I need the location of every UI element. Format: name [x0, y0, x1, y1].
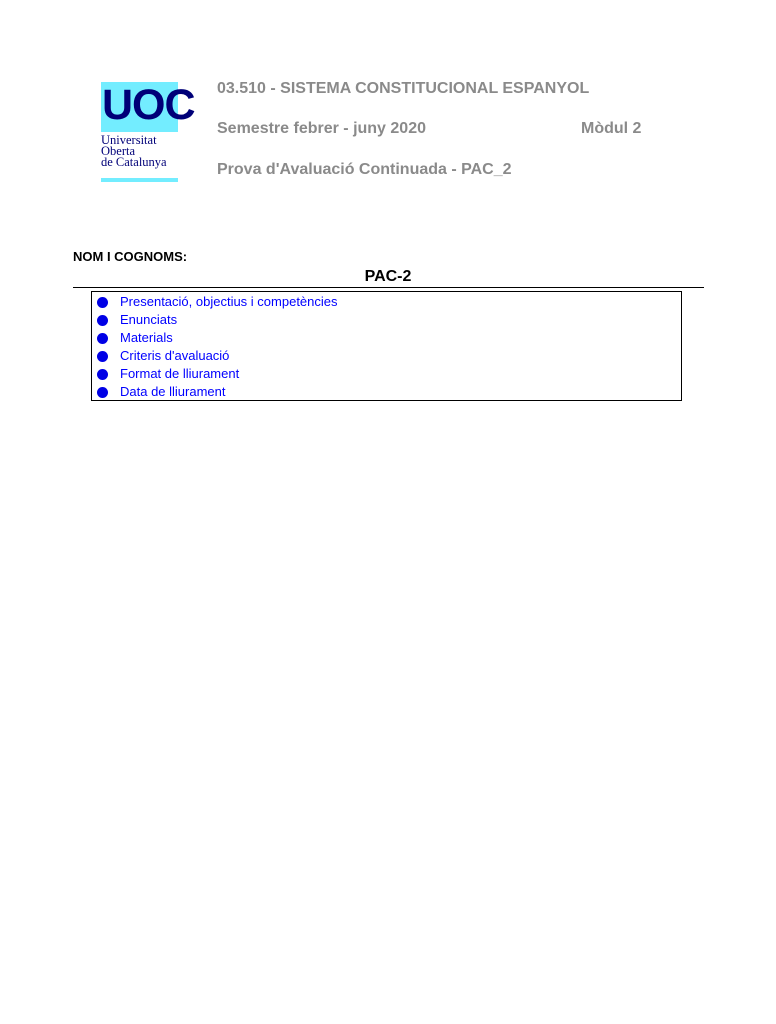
- toc-list: [92, 292, 681, 401]
- bullet-icon: [97, 315, 108, 326]
- uoc-logo: [100, 81, 195, 184]
- toc-link-label[interactable]: Enunciats: [120, 312, 178, 327]
- module-label: Mòdul 2: [581, 120, 642, 137]
- logo-wordmark: [101, 135, 167, 168]
- logo-line: Universitat: [101, 133, 157, 147]
- table-of-contents: [91, 291, 682, 401]
- bullet-icon: [97, 297, 108, 308]
- semester-label: Semestre febrer - juny 2020: [217, 120, 426, 137]
- logo-mark: UOC: [102, 81, 195, 129]
- toc-link-label[interactable]: Data de lliurament: [120, 384, 226, 399]
- logo-line: Oberta: [101, 144, 136, 158]
- bullet-icon: [97, 387, 108, 398]
- logo-line: de Catalunya: [101, 155, 167, 169]
- bullet-icon: [97, 369, 108, 380]
- toc-link-data[interactable]: [92, 383, 681, 401]
- toc-link-presentacio[interactable]: [92, 293, 681, 311]
- name-label: NOM I COGNOMS:: [73, 249, 188, 264]
- toc-link-label[interactable]: Presentació, objectius i competències: [120, 294, 338, 309]
- toc-link-materials[interactable]: [92, 329, 681, 347]
- toc-link-format[interactable]: [92, 365, 681, 383]
- toc-link-enunciats[interactable]: [92, 311, 681, 329]
- document-title: PAC-2: [364, 268, 412, 285]
- logo-underline: [101, 178, 178, 182]
- assessment-label: Prova d'Avaluació Continuada - PAC_2: [217, 161, 512, 178]
- bullet-icon: [97, 333, 108, 344]
- toc-link-criteris[interactable]: [92, 347, 681, 365]
- toc-link-label[interactable]: Materials: [120, 330, 173, 345]
- toc-link-label[interactable]: Criteris d'avaluació: [120, 348, 230, 363]
- course-title: 03.510 - SISTEMA CONSTITUCIONAL ESPANYOL: [217, 80, 590, 97]
- title-divider: [73, 287, 704, 288]
- toc-link-label[interactable]: Format de lliurament: [120, 366, 240, 381]
- bullet-icon: [97, 351, 108, 362]
- logo-mark-box: [101, 81, 195, 132]
